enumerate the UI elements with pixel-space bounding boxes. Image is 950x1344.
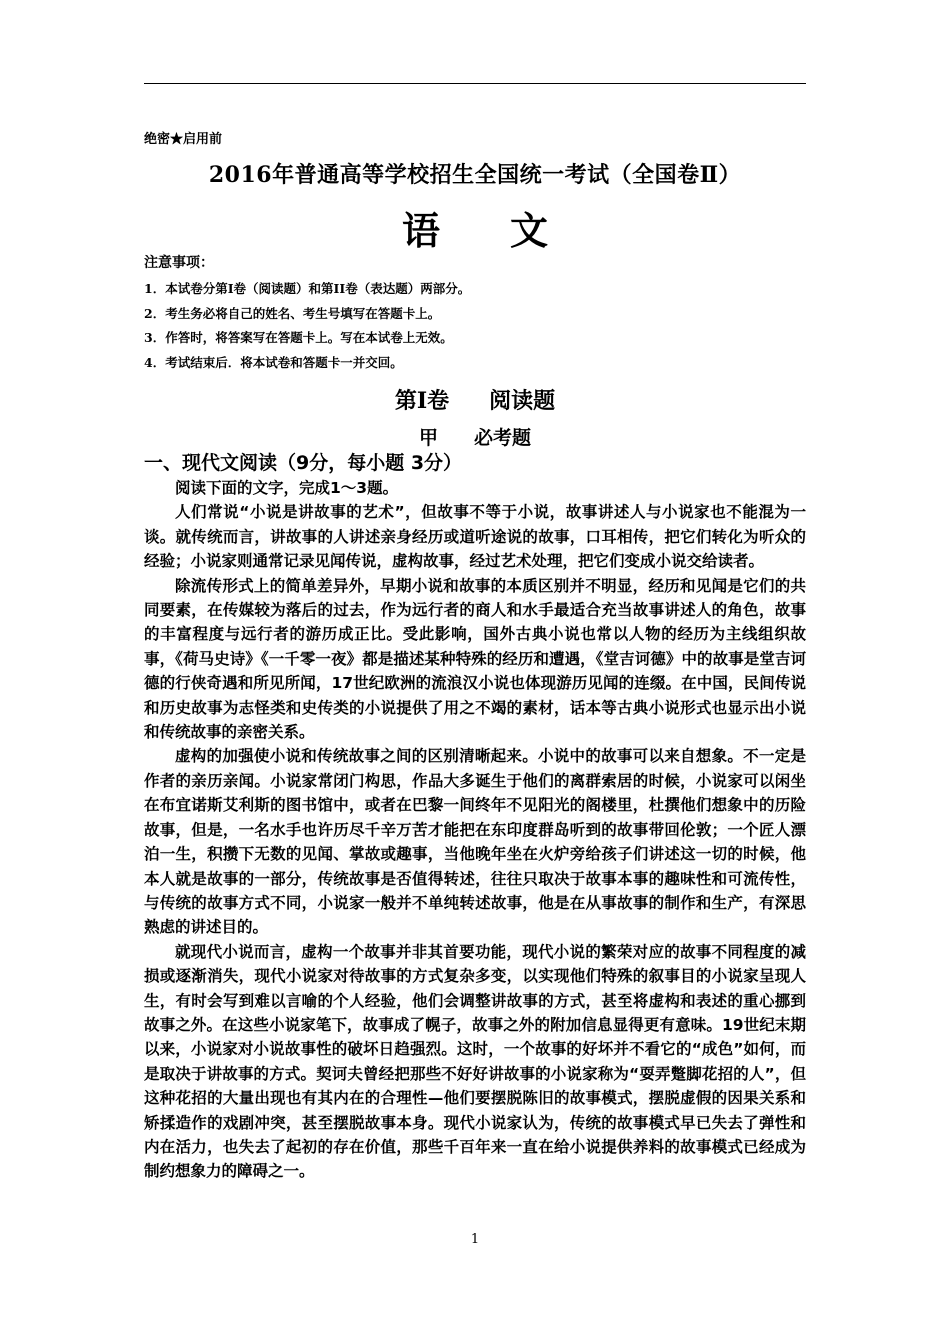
part-name: 阅读题	[489, 388, 556, 414]
passage-paragraph: 除流传形式上的简单差异外，早期小说和故事的本质区别并不明显，经历和见闻是它们的共同要素，在传媒较为落后的过去，作为远行者的商人和水手最适合充当故事讲述人的角色，故事的丰富程度与远行者的游历成正比。受此影响，国外古典小说也常以人物的经历为主线组织故事，《荷马史诗》《一千零一夜》都是描述某种特殊的经历和遭遇，《堂吉诃德》中的故事是堂吉诃德的行侠奇遇和所见所闻，17世纪欧洲的流浪汉小说也体现游历见闻的连缀。在中国，民间传说和历史故事为志怪类和史传类的小说提供了用之不竭的素材，话本等古典小说形式也显示出小说和传统故事的亲密关系。	[144, 576, 806, 742]
part-volume: 第Ⅰ卷	[394, 388, 450, 414]
subpart-label: 甲	[418, 427, 438, 449]
exam-title: 2016年普通高等学校招生全国统一考试（全国卷Ⅱ）	[208, 162, 742, 188]
part-title	[0, 384, 950, 415]
subject-char-1: 语	[401, 208, 440, 253]
reading-passage	[144, 476, 806, 1184]
subject-char-2: 文	[510, 208, 549, 253]
section-title: 一、现代文阅读（9分，每小题 3分）	[144, 452, 463, 474]
subject-title	[0, 200, 950, 255]
passage-paragraph: 虚构的加强使小说和传统故事之间的区别清晰起来。小说中的故事可以来自想象。不一定是作者的亲历亲闻。小说家常闭门构思，作品大多诞生于他们的离群索居的时候，小说家可以闲坐在布宜诺斯艾利斯的图书馆中，或者在巴黎一间终年不见阳光的阁楼里，杜撰他们想象中的历险故事，但是，一名水手也许历尽千辛万苦才能把在东印度群岛听到的故事带回伦敦；一个匠人漂泊一生，积攒下无数的见闻、掌故或趣事，当他晚年坐在火炉旁给孩子们讲述这一切的时候，他本人就是故事的一部分，传统故事是否值得转述，往往只取决于故事本事的趣味性和可流传性，与传统的故事方式不同，小说家一般并不单纯转述故事，他是在从事故事的制作和生产，有深思熟虑的讲述目的。	[144, 747, 806, 937]
note-item: 4．考试结束后．将本试卷和答题卡一并交回。	[144, 354, 403, 370]
note-item: 2．考生务必将自己的姓名、考生号填写在答题卡上。	[144, 305, 441, 321]
confidential-label: 绝密★启用前	[144, 132, 223, 147]
header-rule	[144, 83, 806, 84]
note-item: 3．作答时，将答案写在答题卡上。写在本试卷上无效。	[144, 330, 453, 345]
instruction-text: 阅读下面的文字，完成1～3题。	[175, 479, 399, 497]
passage-paragraph: 就现代小说而言，虚构一个故事并非其首要功能，现代小说的繁荣对应的故事不同程度的减损或逐渐消失，现代小说家对待故事的方式复杂多变，以实现他们特殊的叙事目的小说家呈现人生，有时会写到难以言喻的个人经验，他们会调整讲故事的方式，甚至将虚构和表述的重心挪到故事之外。在这些小说家笔下，故事成了幌子，故事之外的附加信息显得更有意味。19世纪末期以来，小说家对小说故事性的破坏日趋强烈。这时，一个故事的好坏并不看它的“成色”如何，而是取决于讲故事的方式。契诃夫曾经把那些不好好讲故事的小说家称为“耍弄蹩脚花招的人”，但这种花招的大量出现也有其内在的合理性—他们要摆脱陈旧的故事模式，摆脱虚假的因果关系和矫揉造作的戏剧冲突，甚至摆脱故事本身。现代小说家认为，传统的故事模式早已失去了弹性和内在活力，也失去了起初的存在价值，那些千百年来一直在给小说提供养料的故事模式已经成为制约想象力的障碍之一。	[144, 942, 806, 1181]
note-item: 1．本试卷分第I卷（阅读题）和第II卷（表达题）两部分。	[144, 281, 471, 296]
subpart-name: 必考题	[474, 427, 532, 449]
passage-paragraph: 人们常说“小说是讲故事的艺术”，但故事不等于小说，故事讲述人与小说家也不能混为一谈。就传统而言，讲故事的人讲述亲身经历或道听途说的故事，口耳相传，把它们转化为听众的经验；小说家则通常记录见闻传说，虚构故事，经过艺术处理，把它们变成小说交给读者。	[144, 503, 806, 571]
subpart-title	[0, 423, 950, 450]
notes-list	[144, 277, 470, 375]
notes-heading: 注意事项：	[144, 255, 214, 271]
page-number: 1	[470, 1232, 480, 1247]
